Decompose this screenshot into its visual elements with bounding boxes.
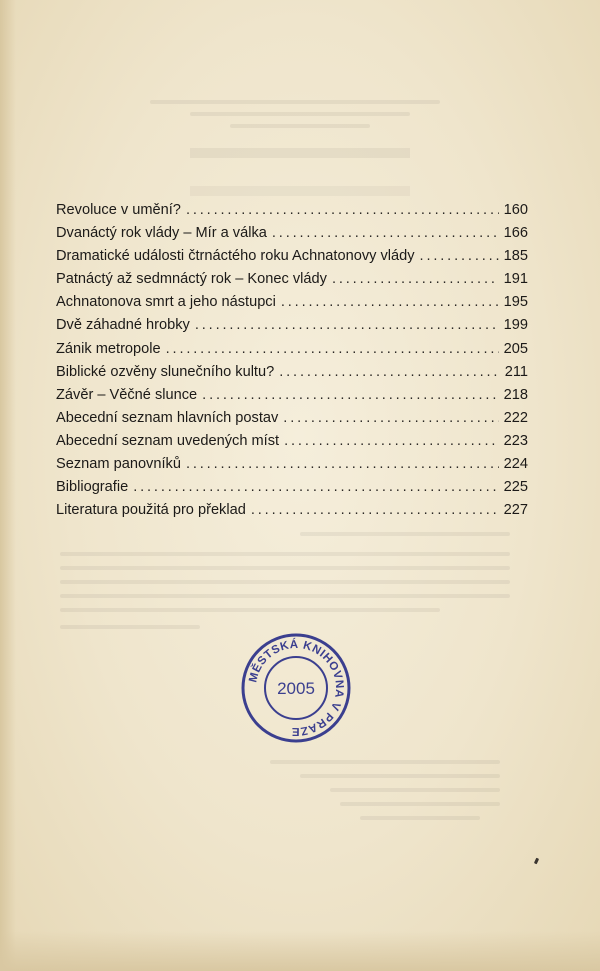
toc-entry-title: Zánik metropole [56, 340, 161, 357]
toc-dot-leader [420, 245, 499, 268]
toc-entry-title: Biblické ozvěny slunečního kultu? [56, 363, 275, 380]
toc-dot-leader [186, 453, 499, 476]
toc-entry-page: 227 [503, 502, 528, 519]
toc-dot-leader [272, 222, 499, 245]
toc-dot-leader [202, 384, 499, 407]
toc-entry-title: Bibliografie [56, 479, 129, 496]
toc-entry-title: Patnáctý až sedmnáctý rok – Konec vlády [56, 271, 327, 288]
toc-entry-title: Dvanáctý rok vlády – Mír a válka [56, 225, 267, 242]
toc-entry-title: Seznam panovníků [56, 456, 181, 473]
toc-entry-page: 191 [503, 271, 528, 288]
toc-entry [56, 222, 528, 245]
toc-dot-leader [332, 268, 499, 291]
toc-entry [56, 430, 528, 453]
toc-entry [56, 245, 528, 268]
toc-entry [56, 361, 528, 384]
toc-entry-page: 225 [503, 479, 528, 496]
table-of-contents [56, 199, 528, 522]
toc-entry-page: 205 [503, 340, 528, 357]
toc-entry-title: Dramatické události čtrnáctého roku Achnatonovy vlády [56, 248, 415, 265]
toc-dot-leader [195, 314, 499, 337]
toc-entry-page: 224 [503, 456, 528, 473]
stamp-year: 2005 [277, 679, 315, 698]
toc-entry-page: 218 [503, 386, 528, 403]
toc-entry [56, 407, 528, 430]
toc-entry-title: Literatura použitá pro překlad [56, 502, 246, 519]
toc-entry [56, 453, 528, 476]
toc-dot-leader [283, 407, 499, 430]
toc-entry-page: 199 [503, 317, 528, 334]
toc-entry [56, 384, 528, 407]
toc-entry-page: 185 [503, 248, 528, 265]
toc-entry-title: Dvě záhadné hrobky [56, 317, 190, 334]
toc-dot-leader [284, 430, 499, 453]
toc-entry [56, 199, 528, 222]
toc-entry-title: Abecední seznam uvedených míst [56, 432, 280, 449]
library-stamp-graphic [240, 632, 352, 744]
svg-text:MĚSTSKÁ KNIHOVNA V PRAZE: MĚSTSKÁ KNIHOVNA V PRAZE [247, 638, 346, 738]
toc-entry-page: 195 [503, 294, 528, 311]
toc-entry [56, 476, 528, 499]
toc-dot-leader [251, 499, 499, 522]
toc-entry [56, 314, 528, 337]
toc-entry-page: 160 [503, 202, 528, 218]
toc-entry-page: 222 [503, 409, 528, 426]
toc-entry [56, 338, 528, 361]
toc-dot-leader [166, 338, 499, 361]
toc-entry-page: 211 [504, 363, 528, 380]
toc-dot-leader [133, 476, 499, 499]
toc-entry [56, 268, 528, 291]
toc-dot-leader [281, 291, 499, 314]
toc-entry [56, 291, 528, 314]
toc-entry [56, 499, 528, 522]
toc-dot-leader [279, 361, 499, 384]
library-stamp [240, 632, 352, 744]
toc-entry-page: 223 [503, 432, 528, 449]
toc-entry-title: Závěr – Věčné slunce [56, 386, 198, 403]
toc-dot-leader [186, 199, 499, 222]
toc-entry-title: Abecední seznam hlavních postav [56, 409, 279, 426]
toc-entry-title: Revoluce v umění? [56, 202, 181, 218]
toc-entry-page: 166 [503, 225, 528, 242]
toc-entry-title: Achnatonova smrt a jeho nástupci [56, 294, 276, 311]
